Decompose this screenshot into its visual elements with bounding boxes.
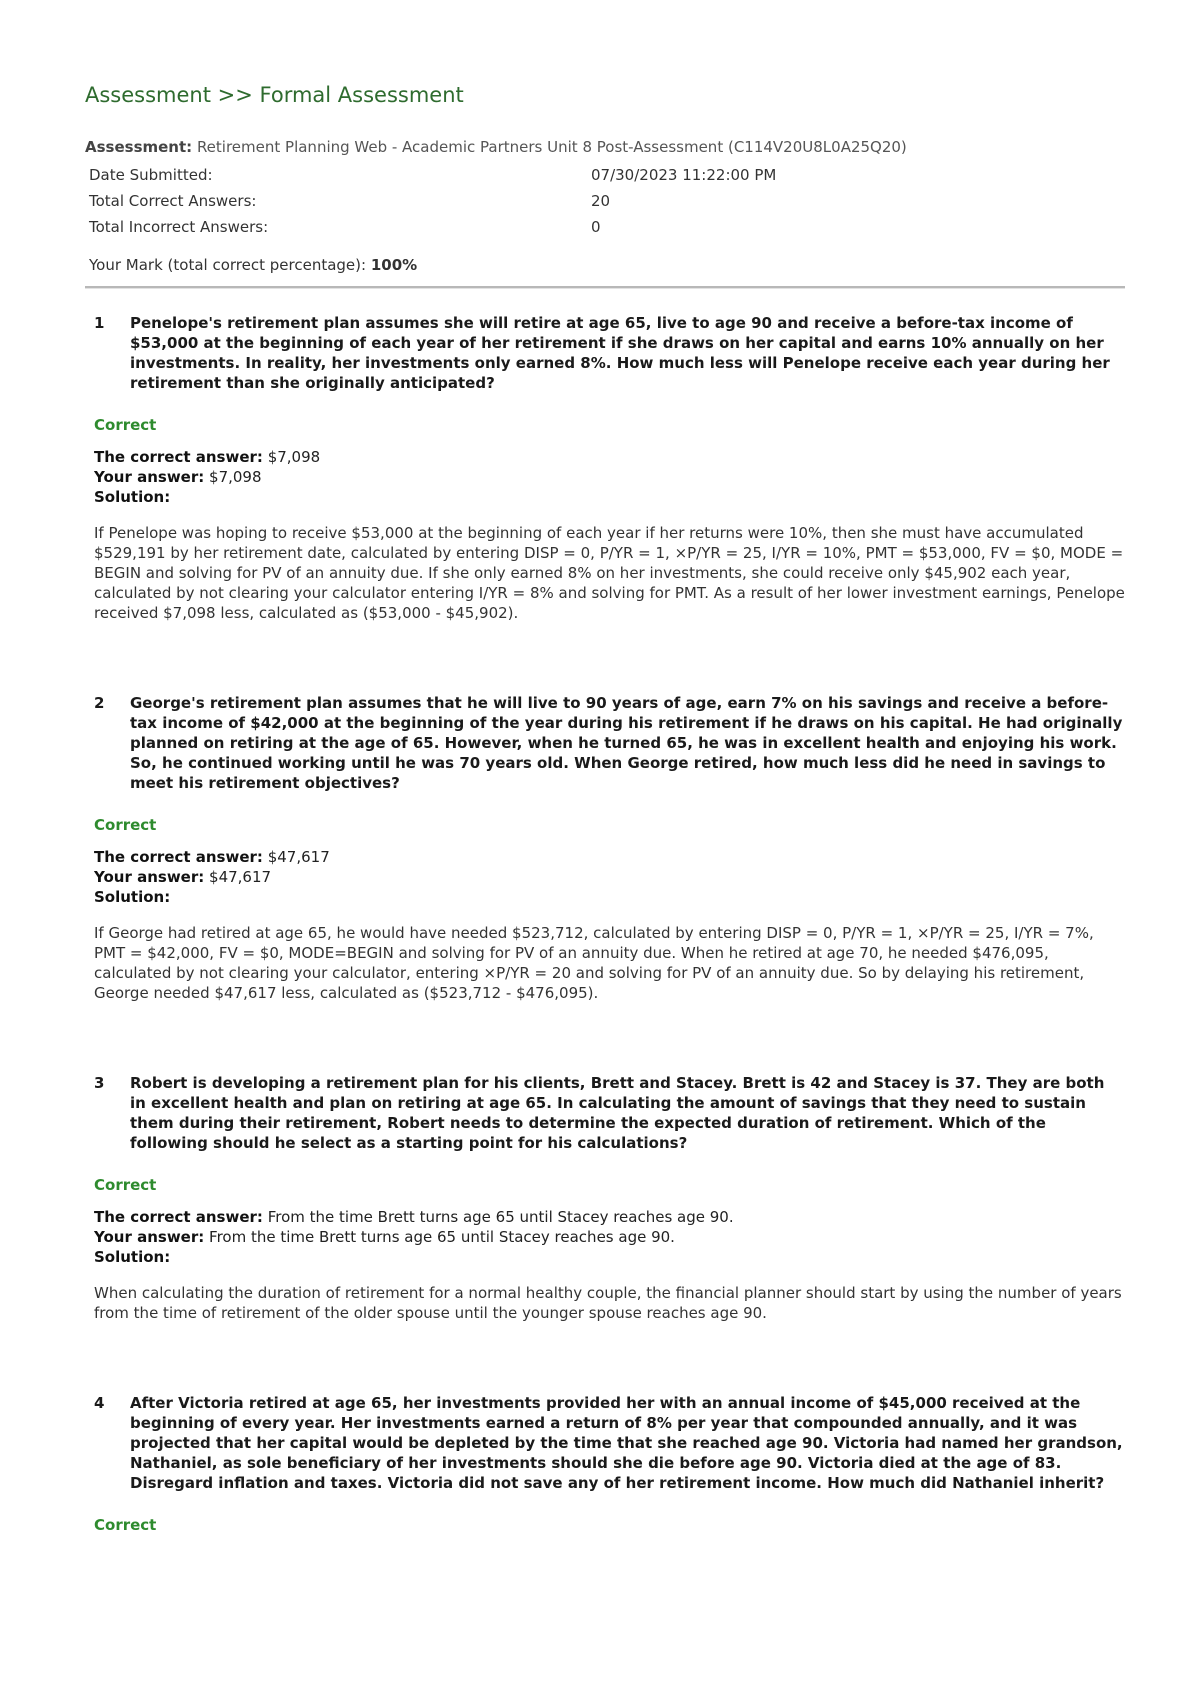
question-2 <box>94 693 1125 1003</box>
solution-label-line <box>94 887 1125 907</box>
status-correct: Correct <box>94 816 157 834</box>
mark-line <box>85 254 1125 276</box>
assessment-page <box>85 78 1125 1535</box>
your-answer-label: Your answer: <box>94 1228 205 1246</box>
correct-answer-value: $47,617 <box>267 848 330 866</box>
question-number: 3 <box>94 1074 105 1092</box>
correct-answer-line <box>94 1207 1125 1227</box>
summary-label: Date Submitted: <box>89 166 213 184</box>
status-correct: Correct <box>94 1176 157 1194</box>
answer-block <box>94 447 1125 507</box>
solution-label-line <box>94 487 1125 507</box>
status-correct: Correct <box>94 416 157 434</box>
question-text: George's retirement plan assumes that he will live to 90 years of age, earn 7% on his savings and receive a before-tax income of $42,000 at the beginning of the year during his retirement if he draws on his capital. He had originally planned on retiring at the age of 65. However, when he turned 65, he was in excellent health and enjoying his work. So, he continued working until he was 70 years old. When George retired, how much less did he need in savings to meet his retirement objectives? <box>130 694 1123 792</box>
answer-block <box>94 847 1125 907</box>
your-answer-value: From the time Brett turns age 65 until Stacey reaches age 90. <box>209 1228 675 1246</box>
correct-answer-label: The correct answer: <box>94 1208 263 1226</box>
answer-block <box>94 1207 1125 1267</box>
summary-value: 20 <box>591 192 611 210</box>
assessment-label: Assessment: <box>85 138 193 156</box>
solution-text: If George had retired at age 65, he would have needed $523,712, calculated by entering DISP = 0, P/YR = 1, ×P/YR = 25, I/YR = 7%, PMT = $42,000, FV = $0, MODE=BEGIN and solving for PV of an annuity due. When he retired at age 70, he needed $476,095, calculated by not clearing your calculator, entering ×P/YR = 20 and solving for PV of an annuity due. So by delaying his retirement, George needed $47,617 less, calculated as ($523,712 - $476,095). <box>94 924 1094 1002</box>
question-header <box>94 313 1125 393</box>
your-answer-line <box>94 467 1125 487</box>
summary-label: Total Correct Answers: <box>89 192 257 210</box>
status-correct: Correct <box>94 1516 157 1534</box>
summary-row-date <box>85 162 1125 188</box>
page-title: Assessment >> Formal Assessment <box>85 83 464 107</box>
question-text: After Victoria retired at age 65, her investments provided her with an annual income of $45,000 received at the beginning of every year. Her investments earned a return of 8% per year that compounded annually, and it was projected that her capital would be depleted by the time that she reached age 90. Victoria had named her grandson, Nathaniel, as sole beneficiary of her investments should she die before age 90. Victoria died at the age of 83. Disregard inflation and taxes. Victoria did not save any of her retirement income. How much did Nathaniel inherit? <box>130 1394 1123 1492</box>
mark-value: 100% <box>370 256 418 274</box>
solution-label: Solution: <box>94 1248 171 1266</box>
assessment-info <box>85 137 1125 157</box>
question-4 <box>94 1393 1125 1535</box>
summary-label: Total Incorrect Answers: <box>89 218 269 236</box>
question-header <box>94 693 1125 793</box>
your-answer-line <box>94 1227 1125 1247</box>
correct-answer-line <box>94 447 1125 467</box>
question-number: 4 <box>94 1394 105 1412</box>
solution-label: Solution: <box>94 488 171 506</box>
question-number: 1 <box>94 314 105 332</box>
correct-answer-label: The correct answer: <box>94 848 263 866</box>
divider <box>85 286 1125 289</box>
question-text: Robert is developing a retirement plan for his clients, Brett and Stacey. Brett is 42 and Stacey is 37. They are both in excellent health and plan on retiring at age 65. In calculating the amount of savings that they need to sustain them during their retirement, Robert needs to determine the expected duration of retirement. Which of the following should he select as a starting point for his calculations? <box>130 1074 1105 1152</box>
question-header <box>94 1393 1125 1493</box>
solution-text: When calculating the duration of retirement for a normal healthy couple, the financial planner should start by using the number of years from the time of retirement of the older spouse until the younger spouse reaches age 90. <box>94 1284 1122 1322</box>
your-answer-value: $7,098 <box>209 468 262 486</box>
question-text: Penelope's retirement plan assumes she will retire at age 65, live to age 90 and receive a before-tax income of $53,000 at the beginning of each year of her retirement if she draws on her capital and earns 10% annually on her investments. In reality, her investments only earned 8%. How much less will Penelope receive each year during her retirement than she originally anticipated? <box>130 314 1110 392</box>
your-answer-label: Your answer: <box>94 468 205 486</box>
your-answer-label: Your answer: <box>94 868 205 886</box>
correct-answer-value: $7,098 <box>267 448 321 466</box>
summary-value: 07/30/2023 11:22:00 PM <box>591 166 777 184</box>
your-answer-value: $47,617 <box>209 868 272 886</box>
solution-label: Solution: <box>94 888 171 906</box>
mark-label: Your Mark (total correct percentage): <box>89 256 367 274</box>
solution-text: If Penelope was hoping to receive $53,000 at the beginning of each year if her returns were 10%, then she must have accumulated $529,191 by her retirement date, calculated by entering DISP = 0, P/YR = 1, ×P/YR = 25, I/YR = 10%, PMT = $53,000, FV = $0, MODE = BEGIN and solving for PV of an annuity due. If she only earned 8% on her investments, she could receive only $45,902 each year, calculated by not clearing your calculator entering I/YR = 8% and solving for PMT. As a result of her lower investment earnings, Penelope received $7,098 less, calculated as ($53,000 - $45,902). <box>94 524 1125 622</box>
your-answer-line <box>94 867 1125 887</box>
question-3 <box>94 1073 1125 1323</box>
solution-label-line <box>94 1247 1125 1267</box>
summary-row-incorrect <box>85 214 1125 240</box>
summary-row-correct <box>85 188 1125 214</box>
correct-answer-value: From the time Brett turns age 65 until Stacey reaches age 90. <box>267 1208 734 1226</box>
assessment-name: Retirement Planning Web - Academic Partners Unit 8 Post-Assessment (C114V20U8L0A25Q20) <box>196 138 907 156</box>
correct-answer-label: The correct answer: <box>94 448 263 466</box>
correct-answer-line <box>94 847 1125 867</box>
summary-value: 0 <box>591 218 601 236</box>
question-number: 2 <box>94 694 105 712</box>
summary-table <box>85 162 1125 240</box>
question-header <box>94 1073 1125 1153</box>
question-1 <box>94 313 1125 623</box>
